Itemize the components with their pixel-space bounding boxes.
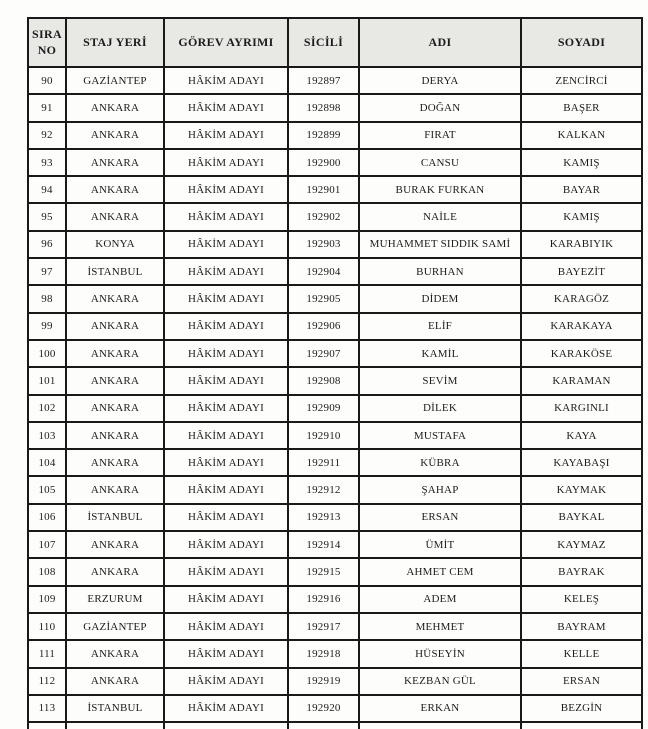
cell-sicil: 192917	[288, 613, 359, 640]
table-row	[28, 122, 642, 149]
cell-no: 93	[28, 149, 66, 176]
cell-adi: BURHAN	[359, 258, 521, 285]
cell-adi: ERSAN	[359, 504, 521, 531]
cell-adi: DİLEK	[359, 395, 521, 422]
cell-gorev: HÂKİM ADAYI	[164, 340, 288, 367]
cell-soyadi: KARAGÖZ	[521, 285, 642, 312]
cell-soyadi: KELEŞ	[521, 586, 642, 613]
cell-staj: GAZİANTEP	[66, 613, 164, 640]
table-row	[28, 149, 642, 176]
cell-soyadi: KELLE	[521, 640, 642, 667]
cell-gorev: HÂKİM ADAYI	[164, 695, 288, 722]
cell-adi: NAİLE	[359, 203, 521, 230]
cell-gorev: HÂKİM ADAYI	[164, 558, 288, 585]
cell-soyadi: BAYAR	[521, 176, 642, 203]
table-row	[28, 395, 642, 422]
cell-no: 112	[28, 668, 66, 695]
cell-adi: FIRAT	[359, 122, 521, 149]
cell-adi: BURAK FURKAN	[359, 176, 521, 203]
cell-staj: İSTANBUL	[66, 695, 164, 722]
cell-adi: ADEM	[359, 586, 521, 613]
table-row	[28, 258, 642, 285]
cell-staj: ANKARA	[66, 176, 164, 203]
cell-staj: ANKARA	[66, 558, 164, 585]
cell-gorev: HÂKİM ADAYI	[164, 258, 288, 285]
cell-soyadi: ZENCİRCİ	[521, 67, 642, 94]
cell-adi: DOĞAN	[359, 94, 521, 121]
cell-no: 103	[28, 422, 66, 449]
cell-sicil: 192919	[288, 668, 359, 695]
cell-sicil: 192908	[288, 367, 359, 394]
cell-soyadi: BAYKAL	[521, 504, 642, 531]
cell-soyadi: BAŞER	[521, 94, 642, 121]
cell-sicil: 192918	[288, 640, 359, 667]
cell-no: 106	[28, 504, 66, 531]
table-row	[28, 367, 642, 394]
cell-sicil: 192913	[288, 504, 359, 531]
cell-sicil: 192912	[288, 476, 359, 503]
table-row	[28, 586, 642, 613]
cell-soyadi: KAYABAŞI	[521, 449, 642, 476]
cell-no: 109	[28, 586, 66, 613]
cell-adi: SEVİM	[359, 367, 521, 394]
table-row	[28, 476, 642, 503]
cell-staj: ANKARA	[66, 367, 164, 394]
cell-gorev: HÂKİM ADAYI	[164, 476, 288, 503]
header-row	[28, 18, 642, 67]
cell-gorev: HÂKİM ADAYI	[164, 67, 288, 94]
cell-adi: AHMET CEM	[359, 558, 521, 585]
cell-adi: MUSTAFA	[359, 422, 521, 449]
cell-no: 96	[28, 231, 66, 258]
cell-soyadi: KARAKÖSE	[521, 340, 642, 367]
cell-sicil: 192898	[288, 94, 359, 121]
cell-gorev: HÂKİM ADAYI	[164, 367, 288, 394]
table-row	[28, 640, 642, 667]
table-row	[28, 531, 642, 558]
cell-empty	[66, 722, 164, 729]
cell-adi: MEHMET	[359, 613, 521, 640]
cell-sicil: 192907	[288, 340, 359, 367]
cell-gorev: HÂKİM ADAYI	[164, 231, 288, 258]
table-row	[28, 340, 642, 367]
cell-no: 94	[28, 176, 66, 203]
cell-gorev: HÂKİM ADAYI	[164, 613, 288, 640]
cell-sicil: 192901	[288, 176, 359, 203]
cell-soyadi: BAYRAK	[521, 558, 642, 585]
cell-sicil: 192904	[288, 258, 359, 285]
cell-no: 92	[28, 122, 66, 149]
cell-adi: ELİF	[359, 313, 521, 340]
table-row	[28, 285, 642, 312]
cell-soyadi: KAMIŞ	[521, 203, 642, 230]
cell-adi: HÜSEYİN	[359, 640, 521, 667]
table-row	[28, 449, 642, 476]
table-row	[28, 313, 642, 340]
cell-staj: ANKARA	[66, 395, 164, 422]
table-row	[28, 613, 642, 640]
cell-staj: ANKARA	[66, 449, 164, 476]
cell-soyadi: KARAMAN	[521, 367, 642, 394]
cell-sicil: 192920	[288, 695, 359, 722]
table-row-partial	[28, 722, 642, 729]
cell-staj: ERZURUM	[66, 586, 164, 613]
cell-no: 113	[28, 695, 66, 722]
cell-no: 101	[28, 367, 66, 394]
cell-no: 104	[28, 449, 66, 476]
column-header-sicili: SİCİLİ	[288, 18, 359, 67]
cell-staj: ANKARA	[66, 476, 164, 503]
cell-sicil: 192899	[288, 122, 359, 149]
cell-adi: KAMİL	[359, 340, 521, 367]
cell-staj: İSTANBUL	[66, 504, 164, 531]
table-row	[28, 668, 642, 695]
cell-gorev: HÂKİM ADAYI	[164, 149, 288, 176]
cell-no: 97	[28, 258, 66, 285]
table-row	[28, 231, 642, 258]
cell-staj: ANKARA	[66, 531, 164, 558]
cell-sicil: 192910	[288, 422, 359, 449]
cell-sicil: 192915	[288, 558, 359, 585]
cell-gorev: HÂKİM ADAYI	[164, 122, 288, 149]
cell-adi: ÜMİT	[359, 531, 521, 558]
column-header-sira-no: SIRA NO	[28, 18, 66, 67]
column-header-gorev-ayrimi: GÖREV AYRIMI	[164, 18, 288, 67]
cell-sicil: 192909	[288, 395, 359, 422]
cell-adi: DERYA	[359, 67, 521, 94]
cell-gorev: HÂKİM ADAYI	[164, 640, 288, 667]
table-row	[28, 94, 642, 121]
cell-no: 105	[28, 476, 66, 503]
cell-empty	[164, 722, 288, 729]
cell-no: 108	[28, 558, 66, 585]
cell-gorev: HÂKİM ADAYI	[164, 668, 288, 695]
cell-staj: GAZİANTEP	[66, 67, 164, 94]
cell-soyadi: BAYRAM	[521, 613, 642, 640]
cell-adi: ŞAHAP	[359, 476, 521, 503]
cell-soyadi: KALKAN	[521, 122, 642, 149]
table-row	[28, 504, 642, 531]
table-body	[28, 67, 642, 729]
cell-empty	[28, 722, 66, 729]
cell-no: 100	[28, 340, 66, 367]
cell-staj: İSTANBUL	[66, 258, 164, 285]
cell-adi: DİDEM	[359, 285, 521, 312]
cell-no: 111	[28, 640, 66, 667]
cell-adi: KEZBAN GÜL	[359, 668, 521, 695]
table-row	[28, 422, 642, 449]
cell-soyadi: KAYMAZ	[521, 531, 642, 558]
cell-empty	[288, 722, 359, 729]
cell-gorev: HÂKİM ADAYI	[164, 449, 288, 476]
cell-staj: ANKARA	[66, 149, 164, 176]
cell-gorev: HÂKİM ADAYI	[164, 586, 288, 613]
table-row	[28, 695, 642, 722]
cell-gorev: HÂKİM ADAYI	[164, 94, 288, 121]
cell-staj: ANKARA	[66, 668, 164, 695]
cell-gorev: HÂKİM ADAYI	[164, 313, 288, 340]
cell-no: 91	[28, 94, 66, 121]
cell-soyadi: KAYA	[521, 422, 642, 449]
cell-gorev: HÂKİM ADAYI	[164, 203, 288, 230]
cell-staj: ANKARA	[66, 203, 164, 230]
cell-no: 90	[28, 67, 66, 94]
cell-staj: ANKARA	[66, 94, 164, 121]
cell-soyadi: KARAKAYA	[521, 313, 642, 340]
cell-empty	[359, 722, 521, 729]
cell-soyadi: BEZGİN	[521, 695, 642, 722]
cell-staj: ANKARA	[66, 340, 164, 367]
cell-staj: KONYA	[66, 231, 164, 258]
column-header-staj-yeri: STAJ YERİ	[66, 18, 164, 67]
cell-gorev: HÂKİM ADAYI	[164, 176, 288, 203]
column-header-adi: ADI	[359, 18, 521, 67]
cell-sicil: 192905	[288, 285, 359, 312]
cell-sicil: 192897	[288, 67, 359, 94]
table-row	[28, 558, 642, 585]
cell-sicil: 192902	[288, 203, 359, 230]
cell-staj: ANKARA	[66, 285, 164, 312]
cell-soyadi: KARABIYIK	[521, 231, 642, 258]
table-row	[28, 67, 642, 94]
cell-soyadi: KAMIŞ	[521, 149, 642, 176]
cell-staj: ANKARA	[66, 313, 164, 340]
cell-sicil: 192906	[288, 313, 359, 340]
cell-sicil: 192916	[288, 586, 359, 613]
assignment-table	[27, 17, 643, 729]
cell-soyadi: ERSAN	[521, 668, 642, 695]
cell-gorev: HÂKİM ADAYI	[164, 395, 288, 422]
table-header	[28, 18, 642, 67]
cell-adi: CANSU	[359, 149, 521, 176]
cell-no: 107	[28, 531, 66, 558]
cell-soyadi: KARGINLI	[521, 395, 642, 422]
cell-gorev: HÂKİM ADAYI	[164, 531, 288, 558]
table-row	[28, 176, 642, 203]
cell-no: 102	[28, 395, 66, 422]
cell-sicil: 192911	[288, 449, 359, 476]
cell-sicil: 192903	[288, 231, 359, 258]
cell-staj: ANKARA	[66, 640, 164, 667]
cell-empty	[521, 722, 642, 729]
cell-no: 95	[28, 203, 66, 230]
cell-adi: KÜBRA	[359, 449, 521, 476]
cell-no: 99	[28, 313, 66, 340]
cell-soyadi: KAYMAK	[521, 476, 642, 503]
cell-adi: ERKAN	[359, 695, 521, 722]
table-row	[28, 203, 642, 230]
cell-adi: MUHAMMET SIDDIK SAMİ	[359, 231, 521, 258]
cell-sicil: 192900	[288, 149, 359, 176]
cell-staj: ANKARA	[66, 122, 164, 149]
cell-soyadi: BAYEZİT	[521, 258, 642, 285]
cell-sicil: 192914	[288, 531, 359, 558]
cell-gorev: HÂKİM ADAYI	[164, 504, 288, 531]
cell-staj: ANKARA	[66, 422, 164, 449]
column-header-soyadi: SOYADI	[521, 18, 642, 67]
cell-no: 98	[28, 285, 66, 312]
cell-no: 110	[28, 613, 66, 640]
cell-gorev: HÂKİM ADAYI	[164, 422, 288, 449]
cell-gorev: HÂKİM ADAYI	[164, 285, 288, 312]
